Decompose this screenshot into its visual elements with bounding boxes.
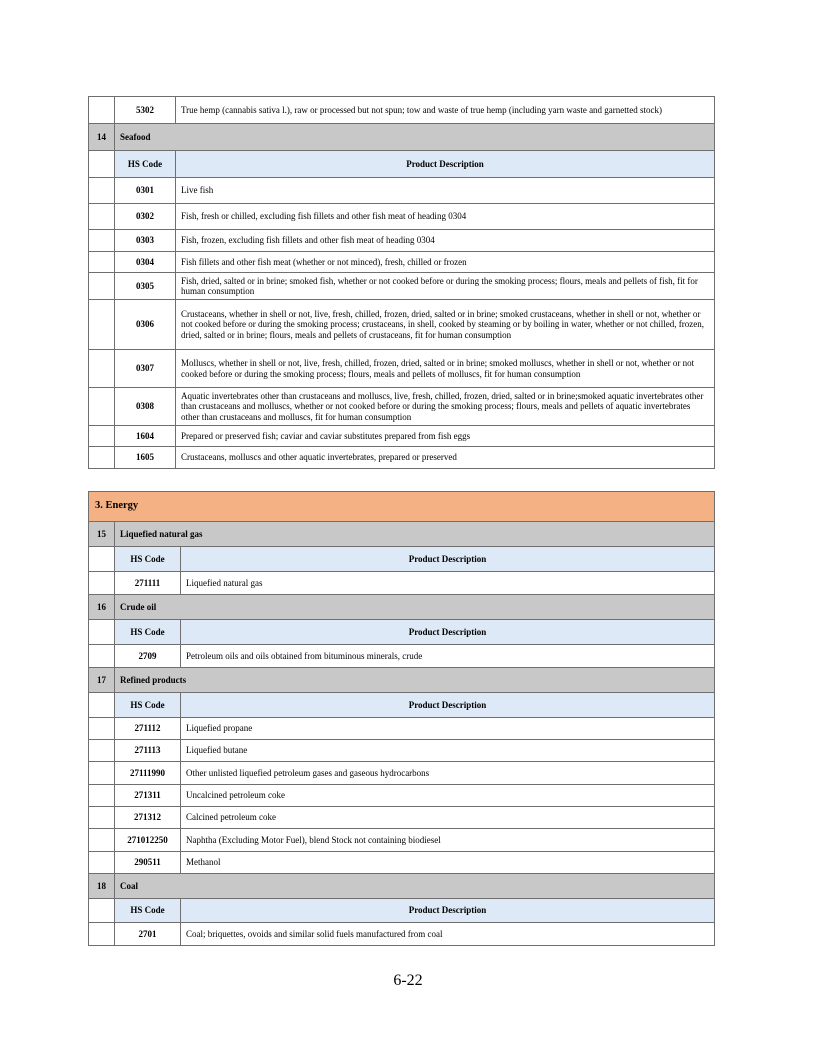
table-row (89, 923, 715, 946)
table-row (89, 762, 715, 785)
hs-code-header: HS Code (115, 547, 181, 572)
product-description: Calcined petroleum coke (181, 807, 715, 829)
hs-code: 2709 (115, 645, 181, 668)
product-description-header: Product Description (181, 899, 715, 923)
product-description: Other unlisted liquefied petroleum gases and gaseous hydrocarbons (181, 762, 715, 785)
product-description: Uncalcined petroleum coke (181, 785, 715, 807)
hs-code: 0305 (115, 273, 176, 300)
product-description: Fish, dried, salted or in brine; smoked fish, whether or not cooked before or during the smoking process; flours, meals and pellets of fish, fit for human consumption (176, 273, 715, 300)
product-description-header: Product Description (181, 693, 715, 718)
hs-code-header: HS Code (115, 899, 181, 923)
hs-code: 0307 (115, 350, 176, 388)
category-row (89, 874, 715, 899)
hs-code: 271111 (115, 572, 181, 595)
category-row (89, 668, 715, 693)
product-description-header: Product Description (181, 547, 715, 572)
energy-table (88, 491, 715, 946)
product-description: Methanol (181, 852, 715, 874)
product-description: Fish fillets and other fish meat (whether or not minced), fresh, chilled or frozen (176, 252, 715, 273)
seafood-table (88, 96, 715, 469)
product-description: Fish, fresh or chilled, excluding fish fillets and other fish meat of heading 0304 (176, 204, 715, 230)
product-description: Crustaceans, whether in shell or not, live, fresh, chilled, frozen, dried, salted or in brine; smoked crustaceans, whether in shell or not, whether or not cooked before or during the smoking process; crustaceans, in shell, cooked by steaming or by boiling in water, whether or not chilled, frozen, dried, salted or in brine; flours, meals and pellets of crustaceans, fit for human consumption (176, 300, 715, 350)
hs-code: 271112 (115, 718, 181, 740)
product-description: Liquefied natural gas (181, 572, 715, 595)
table-row (89, 718, 715, 740)
product-description: Liquefied propane (181, 718, 715, 740)
table-row (89, 829, 715, 852)
category-name: Seafood (115, 124, 715, 151)
table-row (89, 807, 715, 829)
hs-code-header: HS Code (115, 620, 181, 645)
category-number: 15 (89, 522, 115, 547)
product-description: Molluscs, whether in shell or not, live, fresh, chilled, frozen, dried, salted or in brine; smoked molluscs, whether in shell or not, whether or not cooked before or during the smoking process; flours, meals and pellets of molluscs, fit for human consumption (176, 350, 715, 388)
hs-code: 1604 (115, 426, 176, 447)
table-row (89, 852, 715, 874)
product-description-header: Product Description (176, 151, 715, 178)
hs-code: 5302 (115, 97, 176, 124)
category-name: Refined products (115, 668, 715, 693)
table-row (89, 178, 715, 204)
hs-code-header: HS Code (115, 151, 176, 178)
product-description: Petroleum oils and oils obtained from bituminous minerals, crude (181, 645, 715, 668)
header-row (89, 899, 715, 923)
table-row (89, 447, 715, 469)
table-row (89, 252, 715, 273)
page-number: 6-22 (393, 972, 423, 989)
header-row (89, 620, 715, 645)
product-description: Coal; briquettes, ovoids and similar solid fuels manufactured from coal (181, 923, 715, 946)
category-number: 14 (89, 124, 115, 151)
table-row (89, 204, 715, 230)
hs-code: 271311 (115, 785, 181, 807)
category-row (89, 595, 715, 620)
category-number: 17 (89, 668, 115, 693)
table-row (89, 645, 715, 668)
hs-code: 0308 (115, 388, 176, 426)
table-row (89, 230, 715, 252)
category-name: Crude oil (115, 595, 715, 620)
hs-code: 290511 (115, 852, 181, 874)
section-title: 3. Energy (89, 492, 715, 522)
hs-code: 0303 (115, 230, 176, 252)
product-description: Fish, frozen, excluding fish fillets and other fish meat of heading 0304 (176, 230, 715, 252)
hs-code: 2701 (115, 923, 181, 946)
table-row (89, 426, 715, 447)
category-number: 16 (89, 595, 115, 620)
product-description: Crustaceans, molluscs and other aquatic invertebrates, prepared or preserved (176, 447, 715, 469)
hs-code: 271312 (115, 807, 181, 829)
product-description-header: Product Description (181, 620, 715, 645)
product-description: Prepared or preserved fish; caviar and caviar substitutes prepared from fish eggs (176, 426, 715, 447)
product-description: Naphtha (Excluding Motor Fuel), blend Stock not containing biodiesel (181, 829, 715, 852)
table-row (89, 572, 715, 595)
category-name: Coal (115, 874, 715, 899)
hs-code: 271012250 (115, 829, 181, 852)
header-row (89, 547, 715, 572)
table-row (89, 785, 715, 807)
category-row (89, 124, 715, 151)
table-row (89, 388, 715, 426)
product-description: True hemp (cannabis sativa l.), raw or processed but not spun; tow and waste of true hemp (including yarn waste and garnetted stock) (176, 97, 715, 124)
product-description: Liquefied butane (181, 740, 715, 762)
hs-code: 271113 (115, 740, 181, 762)
hs-code: 0304 (115, 252, 176, 273)
hs-code: 27111990 (115, 762, 181, 785)
table-row (89, 300, 715, 350)
product-description: Live fish (176, 178, 715, 204)
hs-code: 0306 (115, 300, 176, 350)
hs-code: 1605 (115, 447, 176, 469)
header-row (89, 693, 715, 718)
category-number: 18 (89, 874, 115, 899)
hs-code: 0302 (115, 204, 176, 230)
table-row (89, 350, 715, 388)
table-row (89, 273, 715, 300)
category-name: Liquefied natural gas (115, 522, 715, 547)
section-header-energy (89, 492, 715, 522)
hs-code: 0301 (115, 178, 176, 204)
table-row (89, 740, 715, 762)
product-description: Aquatic invertebrates other than crustaceans and molluscs, live, fresh, chilled, frozen, dried, salted or in brine;smoked aquatic invertebrates other than crustaceans and molluscs, whether or not cooked before or during the smoking process; flours, meals and pellets of aquatic invertebrates other than crustaceans and molluscs, fit for human consumption (176, 388, 715, 426)
hs-code-header: HS Code (115, 693, 181, 718)
header-row (89, 151, 715, 178)
table-row (89, 97, 715, 124)
category-row (89, 522, 715, 547)
